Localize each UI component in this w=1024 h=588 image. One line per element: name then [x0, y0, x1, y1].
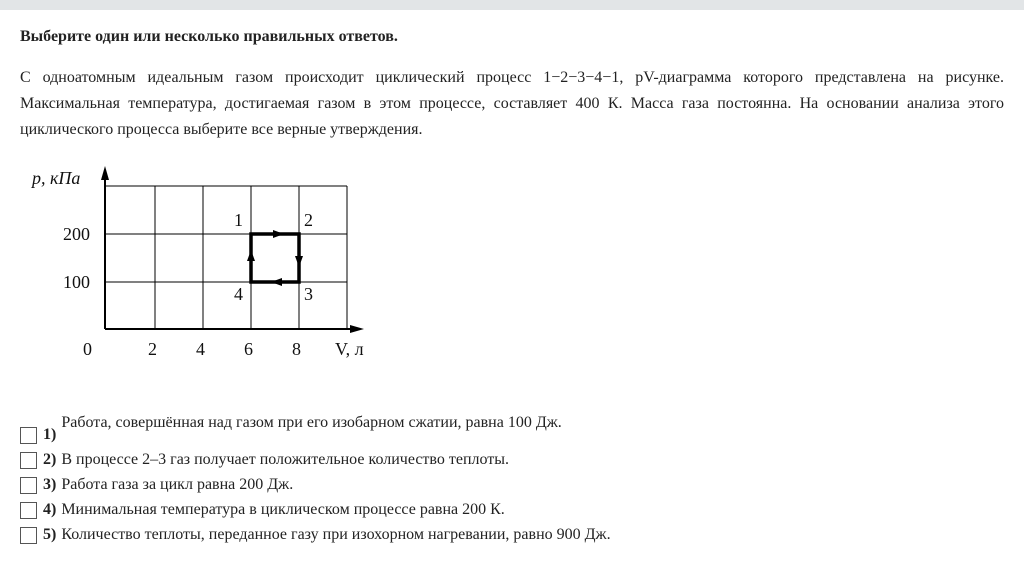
answer-option-2[interactable]	[20, 449, 611, 470]
arrow-3-4-icon	[271, 278, 282, 286]
answer-option-1[interactable]	[20, 412, 611, 445]
arrow-2-3-icon	[295, 256, 303, 267]
question-text: С одноатомным идеальным газом происходит циклический процесс 1−2−3−4−1, pV-диаграмма которого представлена на рисунке. Максимальная температура, достигаемая газом в этом процессе, составляет 400 К. Масса газа постоянна. На основании анализа этого циклического процесса выберите все верные утверждения.	[20, 69, 1004, 138]
arrow-1-2-icon	[273, 230, 284, 238]
arrow-4-1-icon	[247, 250, 255, 261]
answer-option-4[interactable]	[20, 499, 611, 520]
x-tick: 4	[196, 339, 205, 359]
x-axis-arrow-icon	[350, 325, 364, 333]
x-tick: 6	[244, 339, 253, 359]
y-tick: 200	[63, 224, 90, 244]
checkbox[interactable]	[20, 527, 37, 544]
axes	[105, 172, 358, 329]
answer-option-3[interactable]	[20, 474, 611, 495]
y-tick: 100	[63, 272, 90, 292]
answer-number: 4)	[43, 501, 57, 518]
answer-number: 2)	[43, 451, 57, 468]
answer-text: Работа, совершённая над газом при его изобарном сжатии, равна 100 Дж.	[61, 414, 562, 431]
x-axis-label: V, л	[335, 339, 364, 359]
answer-number: 5)	[43, 526, 57, 543]
point-label: 1	[234, 210, 243, 230]
x-tick: 8	[292, 339, 301, 359]
answer-text: В процессе 2–3 газ получает положительное количество теплоты.	[61, 451, 510, 468]
point-label: 4	[234, 284, 243, 304]
checkbox[interactable]	[20, 502, 37, 519]
answer-text: Минимальная температура в циклическом процессе равна 200 К.	[61, 501, 505, 518]
answer-number: 3)	[43, 476, 57, 493]
checkbox[interactable]	[20, 452, 37, 469]
y-axis-arrow-icon	[101, 166, 109, 180]
answer-number: 1)	[43, 426, 57, 443]
instruction: Выберите один или несколько правильных ответов.	[20, 28, 398, 45]
answer-text: Работа газа за цикл равна 200 Дж.	[61, 476, 294, 493]
cycle-path	[251, 234, 299, 282]
point-label: 2	[304, 210, 313, 230]
origin-label: 0	[83, 339, 92, 359]
checkbox[interactable]	[20, 427, 37, 444]
checkbox[interactable]	[20, 477, 37, 494]
x-tick: 2	[148, 339, 157, 359]
grid	[105, 186, 347, 329]
y-axis-label: p, кПа	[32, 168, 81, 188]
answer-list	[20, 412, 611, 549]
answer-option-5[interactable]	[20, 524, 611, 545]
answer-text: Количество теплоты, переданное газу при изохорном нагревании, равно 900 Дж.	[61, 526, 611, 543]
point-label: 3	[304, 284, 313, 304]
